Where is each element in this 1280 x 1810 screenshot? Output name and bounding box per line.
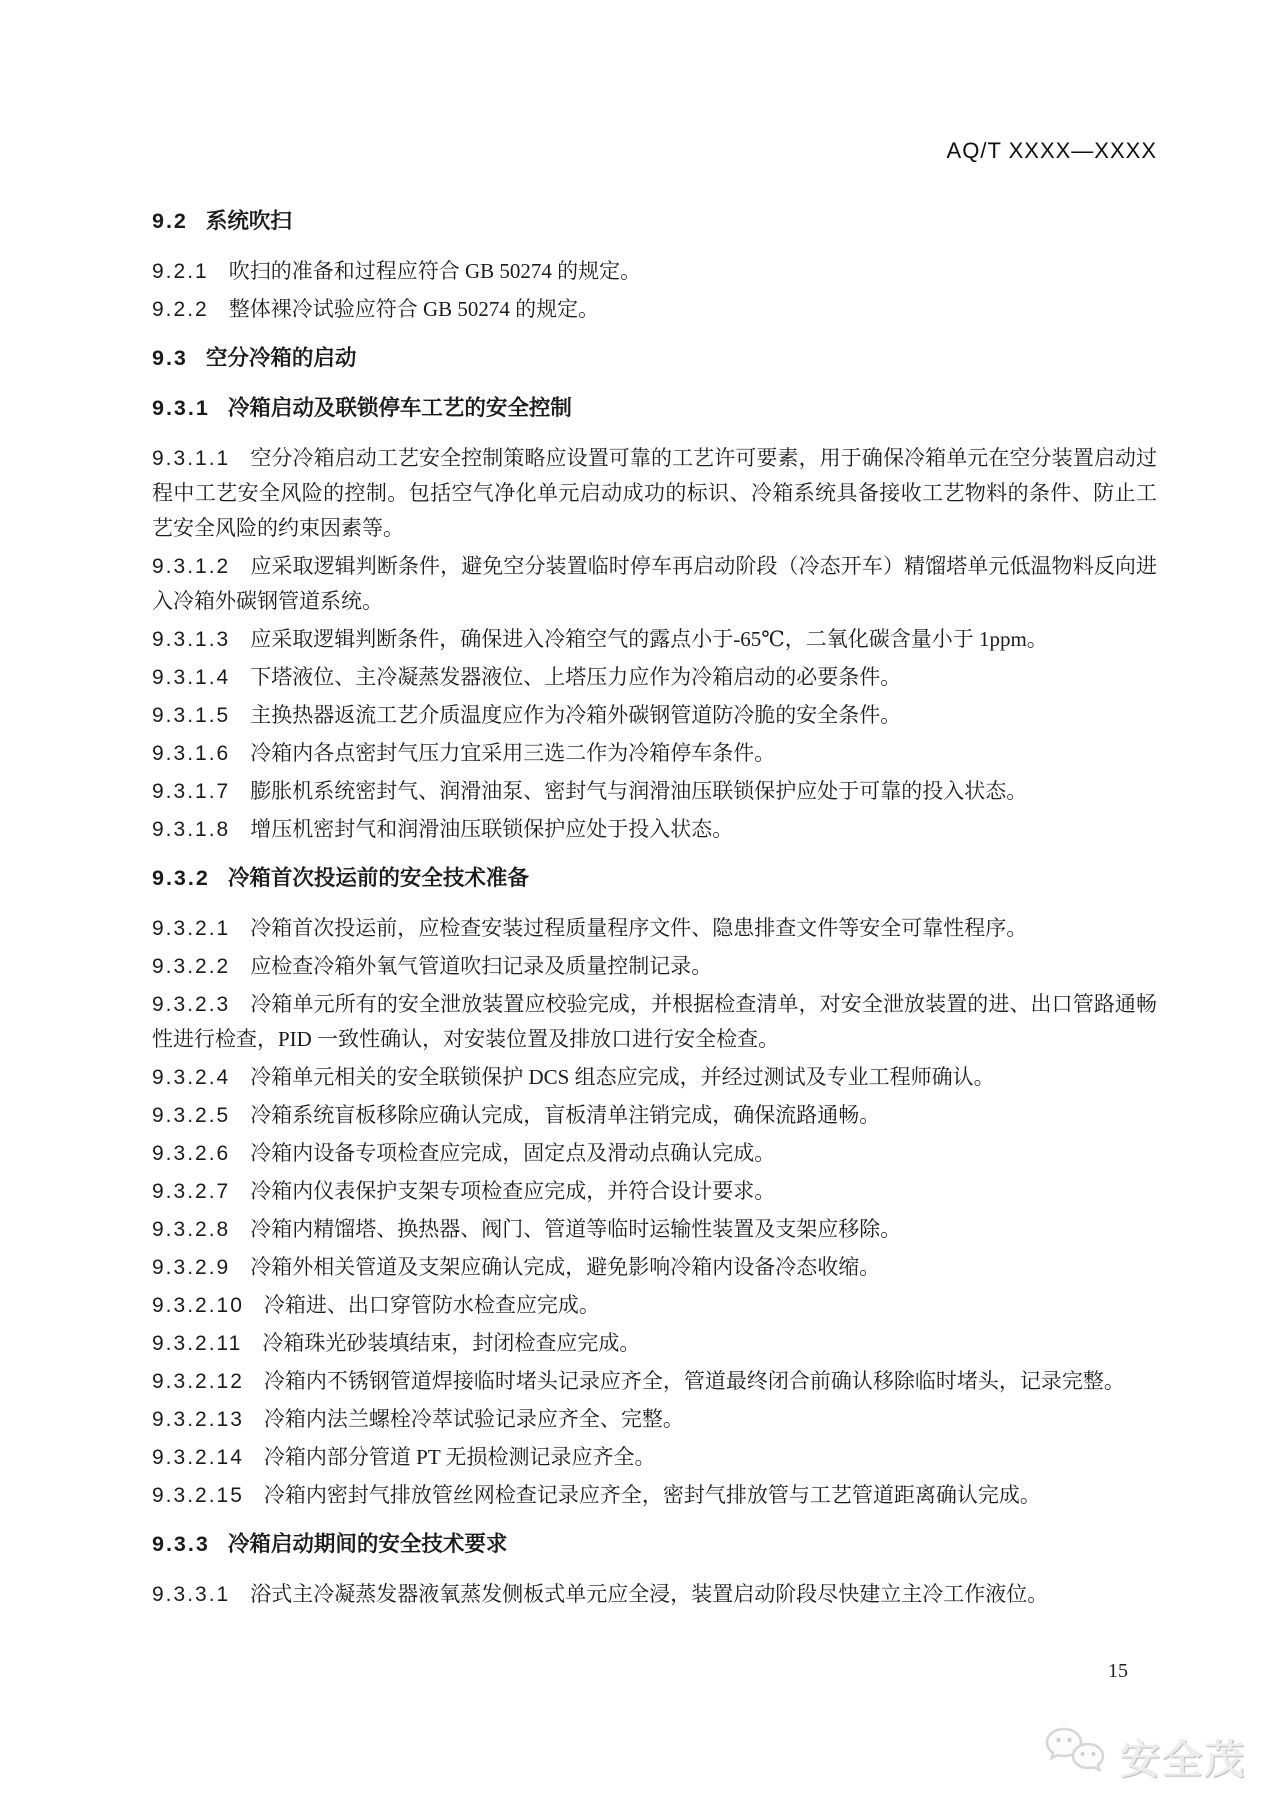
clause-text: 冷箱内法兰螺栓冷萃试验记录应齐全、完整。 xyxy=(263,1407,684,1431)
clause-number: 9.3.2.12 xyxy=(152,1370,244,1393)
clause-item xyxy=(152,987,1157,1057)
clause-text: 冷箱内设备专项检查应完成，固定点及滑动点确认完成。 xyxy=(250,1141,776,1165)
clause-text: 冷箱珠光砂装填结束，封闭检查应完成。 xyxy=(262,1331,641,1355)
clause-item xyxy=(152,1326,1157,1361)
section-heading xyxy=(152,341,1157,376)
clause-text: 冷箱内各点密封气压力宜采用三选二作为冷箱停车条件。 xyxy=(250,741,776,765)
clause-text: 冷箱单元相关的安全联锁保护 DCS 组态应完成，并经过测试及专业工程师确认。 xyxy=(250,1065,995,1089)
clause-item xyxy=(152,1577,1157,1612)
clause-number: 9.3.1.7 xyxy=(152,780,231,803)
clause-number: 9.3.2.4 xyxy=(152,1066,231,1089)
clause-number: 9.2.2 xyxy=(152,298,209,321)
clause-text: 冷箱内精馏塔、换热器、阀门、管道等临时运输性装置及支架应移除。 xyxy=(250,1217,902,1241)
clause-item xyxy=(152,622,1157,657)
clause-item xyxy=(152,949,1157,984)
clause-number: 9.3.2.10 xyxy=(152,1294,244,1317)
clause-text: 膨胀机系统密封气、润滑油泵、密封气与润滑油压联锁保护应处于可靠的投入状态。 xyxy=(250,779,1028,803)
clause-number: 9.3.2.6 xyxy=(152,1142,231,1165)
clause-text: 吹扫的准备和过程应符合 GB 50274 的规定。 xyxy=(228,259,642,283)
brand-watermark xyxy=(1044,1726,1246,1787)
clause-number: 9.3.2.15 xyxy=(152,1484,244,1507)
clause-item xyxy=(152,1212,1157,1247)
section-heading xyxy=(152,204,1157,239)
clause-text: 应检查冷箱外氧气管道吹扫记录及质量控制记录。 xyxy=(250,954,713,978)
clause-text: 下塔液位、主冷凝蒸发器液位、上塔压力应作为冷箱启动的必要条件。 xyxy=(250,665,902,689)
document-code: AQ/T XXXX—XXXX xyxy=(946,138,1157,163)
clause-text: 冷箱单元所有的安全泄放装置应校验完成，并根据检查清单，对安全泄放装置的进、出口管路通畅性进行检查，PID 一致性确认，对安装位置及排放口进行安全检查。 xyxy=(152,992,1157,1051)
clause-text: 空分冷箱的启动 xyxy=(205,346,357,370)
section-heading xyxy=(152,391,1157,426)
clause-number: 9.3.2.14 xyxy=(152,1446,244,1469)
clause-number: 9.3.2.1 xyxy=(152,917,231,940)
clause-text: 冷箱外相关管道及支架应确认完成，避免影响冷箱内设备冷态收缩。 xyxy=(250,1255,881,1279)
clause-number: 9.3.1.4 xyxy=(152,666,231,689)
wechat-icon xyxy=(1044,1726,1110,1787)
clause-text: 应采取逻辑判断条件，确保进入冷箱空气的露点小于-65℃，二氧化碳含量小于 1ppm。 xyxy=(250,627,1048,651)
clause-number: 9.3.3 xyxy=(152,1532,210,1556)
clause-text: 冷箱系统盲板移除应确认完成，盲板清单注销完成，确保流路通畅。 xyxy=(250,1103,881,1127)
clause-number: 9.3.2.3 xyxy=(152,993,231,1016)
clause-number: 9.3.1.1 xyxy=(152,447,231,470)
clause-item xyxy=(152,1250,1157,1285)
clause-item xyxy=(152,292,1157,327)
section-heading xyxy=(152,1527,1157,1562)
clause-text: 主换热器返流工艺介质温度应作为冷箱外碳钢管道防冷脆的安全条件。 xyxy=(250,703,902,727)
clause-number: 9.3.1.2 xyxy=(152,555,231,578)
clause-number: 9.3.1.6 xyxy=(152,742,231,765)
clause-item xyxy=(152,1478,1157,1513)
brand-name: 安全茂 xyxy=(1120,1738,1246,1782)
clause-text: 冷箱内部分管道 PT 无损检测记录应齐全。 xyxy=(263,1445,656,1469)
clause-item xyxy=(152,441,1157,546)
clause-text: 浴式主冷凝蒸发器液氧蒸发侧板式单元应全浸，装置启动阶段尽快建立主冷工作液位。 xyxy=(250,1582,1049,1606)
clause-text: 冷箱启动期间的安全技术要求 xyxy=(227,1532,508,1556)
clause-number: 9.3.2.5 xyxy=(152,1104,231,1127)
clause-number: 9.3.2.2 xyxy=(152,955,231,978)
clause-item xyxy=(152,1402,1157,1437)
clause-text: 冷箱首次投运前的安全技术准备 xyxy=(227,866,529,890)
clause-number: 9.3.2 xyxy=(152,866,210,890)
clause-item xyxy=(152,698,1157,733)
clause-text: 系统吹扫 xyxy=(205,209,292,233)
clause-item xyxy=(152,1174,1157,1209)
clause-item xyxy=(152,1440,1157,1475)
clause-item xyxy=(152,774,1157,809)
clause-item xyxy=(152,1364,1157,1399)
clause-number: 9.3.2.11 xyxy=(152,1332,243,1355)
clause-text: 冷箱启动及联锁停车工艺的安全控制 xyxy=(227,396,572,420)
clause-item xyxy=(152,660,1157,695)
clause-text: 冷箱内仪表保护支架专项检查应完成，并符合设计要求。 xyxy=(250,1179,776,1203)
section-heading xyxy=(152,861,1157,896)
clause-number: 9.3.1.8 xyxy=(152,818,231,841)
clause-number: 9.3.1.5 xyxy=(152,704,231,727)
clause-text: 冷箱内密封气排放管丝网检查记录应齐全，密封气排放管与工艺管道距离确认完成。 xyxy=(263,1483,1041,1507)
clause-text: 应采取逻辑判断条件，避免空分装置临时停车再启动阶段（冷态开车）精馏塔单元低温物料反向进入冷箱外碳钢管道系统。 xyxy=(152,554,1157,613)
document-body xyxy=(152,190,1157,1615)
clause-number: 9.3.2.7 xyxy=(152,1180,231,1203)
clause-number: 9.3.2.9 xyxy=(152,1256,231,1279)
clause-text: 冷箱进、出口穿管防水检查应完成。 xyxy=(263,1293,600,1317)
clause-item xyxy=(152,911,1157,946)
clause-item xyxy=(152,1288,1157,1323)
clause-item xyxy=(152,1098,1157,1133)
clause-number: 9.2.1 xyxy=(152,260,209,283)
clause-number: 9.3.1.3 xyxy=(152,628,231,651)
clause-item xyxy=(152,736,1157,771)
clause-number: 9.3.3.1 xyxy=(152,1583,231,1606)
clause-text: 空分冷箱启动工艺安全控制策略应设置可靠的工艺许可要素，用于确保冷箱单元在空分装置启动过程中工艺安全风险的控制。包括空气净化单元启动成功的标识、冷箱系统具备接收工艺物料的条件、防止工艺安全风险的约束因素等。 xyxy=(152,446,1157,540)
clause-item xyxy=(152,812,1157,847)
clause-text: 冷箱首次投运前，应检查安装过程质量程序文件、隐患排查文件等安全可靠性程序。 xyxy=(250,916,1028,940)
clause-number: 9.3.2.13 xyxy=(152,1408,244,1431)
clause-item xyxy=(152,1060,1157,1095)
clause-number: 9.3.2.8 xyxy=(152,1218,231,1241)
clause-item xyxy=(152,1136,1157,1171)
clause-text: 增压机密封气和润滑油压联锁保护应处于投入状态。 xyxy=(250,817,734,841)
clause-item xyxy=(152,549,1157,619)
clause-text: 冷箱内不锈钢管道焊接临时堵头记录应齐全，管道最终闭合前确认移除临时堵头，记录完整。 xyxy=(263,1369,1125,1393)
clause-item xyxy=(152,254,1157,289)
clause-number: 9.3 xyxy=(152,346,188,370)
clause-number: 9.2 xyxy=(152,209,188,233)
clause-text: 整体裸冷试验应符合 GB 50274 的规定。 xyxy=(228,297,600,321)
clause-number: 9.3.1 xyxy=(152,396,210,420)
page-number: 15 xyxy=(1108,1660,1128,1682)
